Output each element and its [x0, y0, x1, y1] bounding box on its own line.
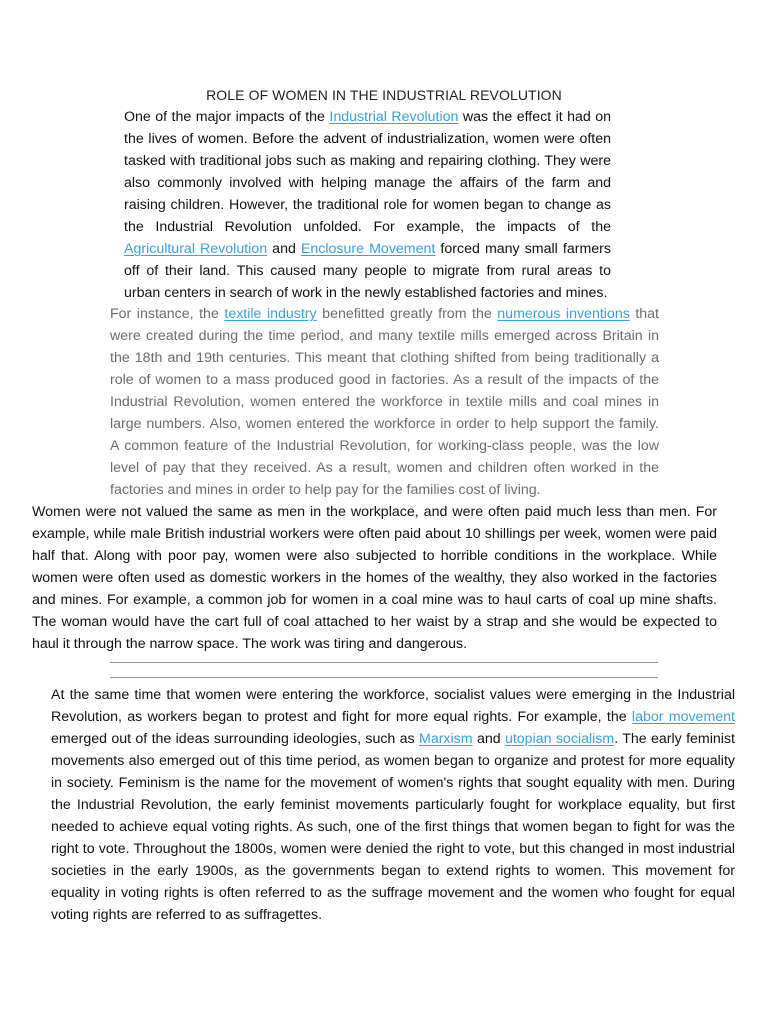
utopian-socialism-link[interactable]: utopian socialism: [504, 731, 615, 747]
labor-movement-link[interactable]: labor movement: [631, 709, 735, 725]
intro-text-1: One of the major impacts of the: [124, 109, 330, 125]
textile-text-3: that were created during the time period, and many textile mills emerged across Britain in the 18th and 19th centuries. This meant that clothing shifted from being traditionally a role of women to a mass produced good in factories. As a result of the impacts of the Industrial Revolution, women entered the workforce in textile mills and coal mines in large numbers. Also, women entered the workforce in order to help support the family. A common feature of the Industrial Revolution, for working-class people, was the low level of pay that they received. As a result, women and children often worked in the factories and mines in order to help pay for the families cost of living.: [110, 306, 660, 498]
feminism-text-2: emerged out of the ideas surrounding ideologies, such as: [51, 731, 419, 747]
intro-text-3: and: [267, 241, 301, 257]
textile-text-1: For instance, the: [110, 306, 225, 322]
divider-line-top: [110, 662, 658, 663]
industrial-revolution-link[interactable]: Industrial Revolution: [329, 109, 459, 125]
textile-paragraph: [110, 303, 659, 501]
intro-paragraph: [124, 106, 611, 304]
intro-text-4: forced many small farmers off of their land. This caused many people to migrate from rural areas to urban centers in search of work in the newly established factories and mines.: [124, 241, 611, 301]
feminism-text-4: . The early feminist movements also emerged out of this time period, as women began to organize and protest for more equality in society. Feminism is the name for the movement of women's rights that sought equality with men. During the Industrial Revolution, the early feminist movements particularly fought for workplace equality, but first needed to achieve equal voting rights. As such, one of the first things that women began to fight for was the right to vote. Throughout the 1800s, women were denied the right to vote, but this changed in most industrial societies in the early 1900s, as the governments began to extend rights to women. This movement for equality in voting rights is often referred to as the suffrage movement and the women who fought for equal voting rights are referred to as suffragettes.: [51, 731, 735, 923]
textile-industry-link[interactable]: textile industry: [224, 306, 317, 322]
enclosure-movement-link[interactable]: Enclosure Movement: [300, 241, 436, 257]
textile-text-2: benefitted greatly from the: [316, 306, 498, 322]
feminism-text-1: At the same time that women were entering the workforce, socialist values were emerging in the Industrial Revolution, as workers began to protest and fight for more equal rights. For example, the: [51, 687, 735, 725]
page-title: ROLE OF WOMEN IN THE INDUSTRIAL REVOLUTION: [206, 87, 562, 103]
intro-text-2: was the effect it had on the lives of women. Before the advent of industrialization, women were often tasked with traditional jobs such as making and repairing clothing. They were also commonly involved with helping manage the affairs of the farm and raising children. However, the traditional role for women began to change as the Industrial Revolution unfolded. For example, the impacts of the: [124, 109, 612, 235]
workplace-paragraph: Women were not valued the same as men in the workplace, and were often paid much less than men. For example, while male British industrial workers were often paid about 10 shillings per week, women were paid half that. Along with poor pay, women were also subjected to horrible conditions in the workplace. While women were often used as domestic workers in the homes of the wealthy, they also worked in the factories and mines. For example, a common job for women in a coal mine was to haul carts of coal up mine shafts. The woman would have the cart full of coal attached to her waist by a strap and she would be expected to haul it through the narrow space. The work was tiring and dangerous.: [32, 504, 717, 652]
numerous-inventions-link[interactable]: numerous inventions: [497, 306, 630, 322]
feminism-paragraph: [51, 684, 735, 926]
divider-line-bottom: [110, 677, 658, 678]
feminism-text-3: and: [472, 731, 505, 747]
agricultural-revolution-link[interactable]: Agricultural Revolution: [124, 241, 268, 257]
marxism-link[interactable]: Marxism: [419, 731, 473, 747]
